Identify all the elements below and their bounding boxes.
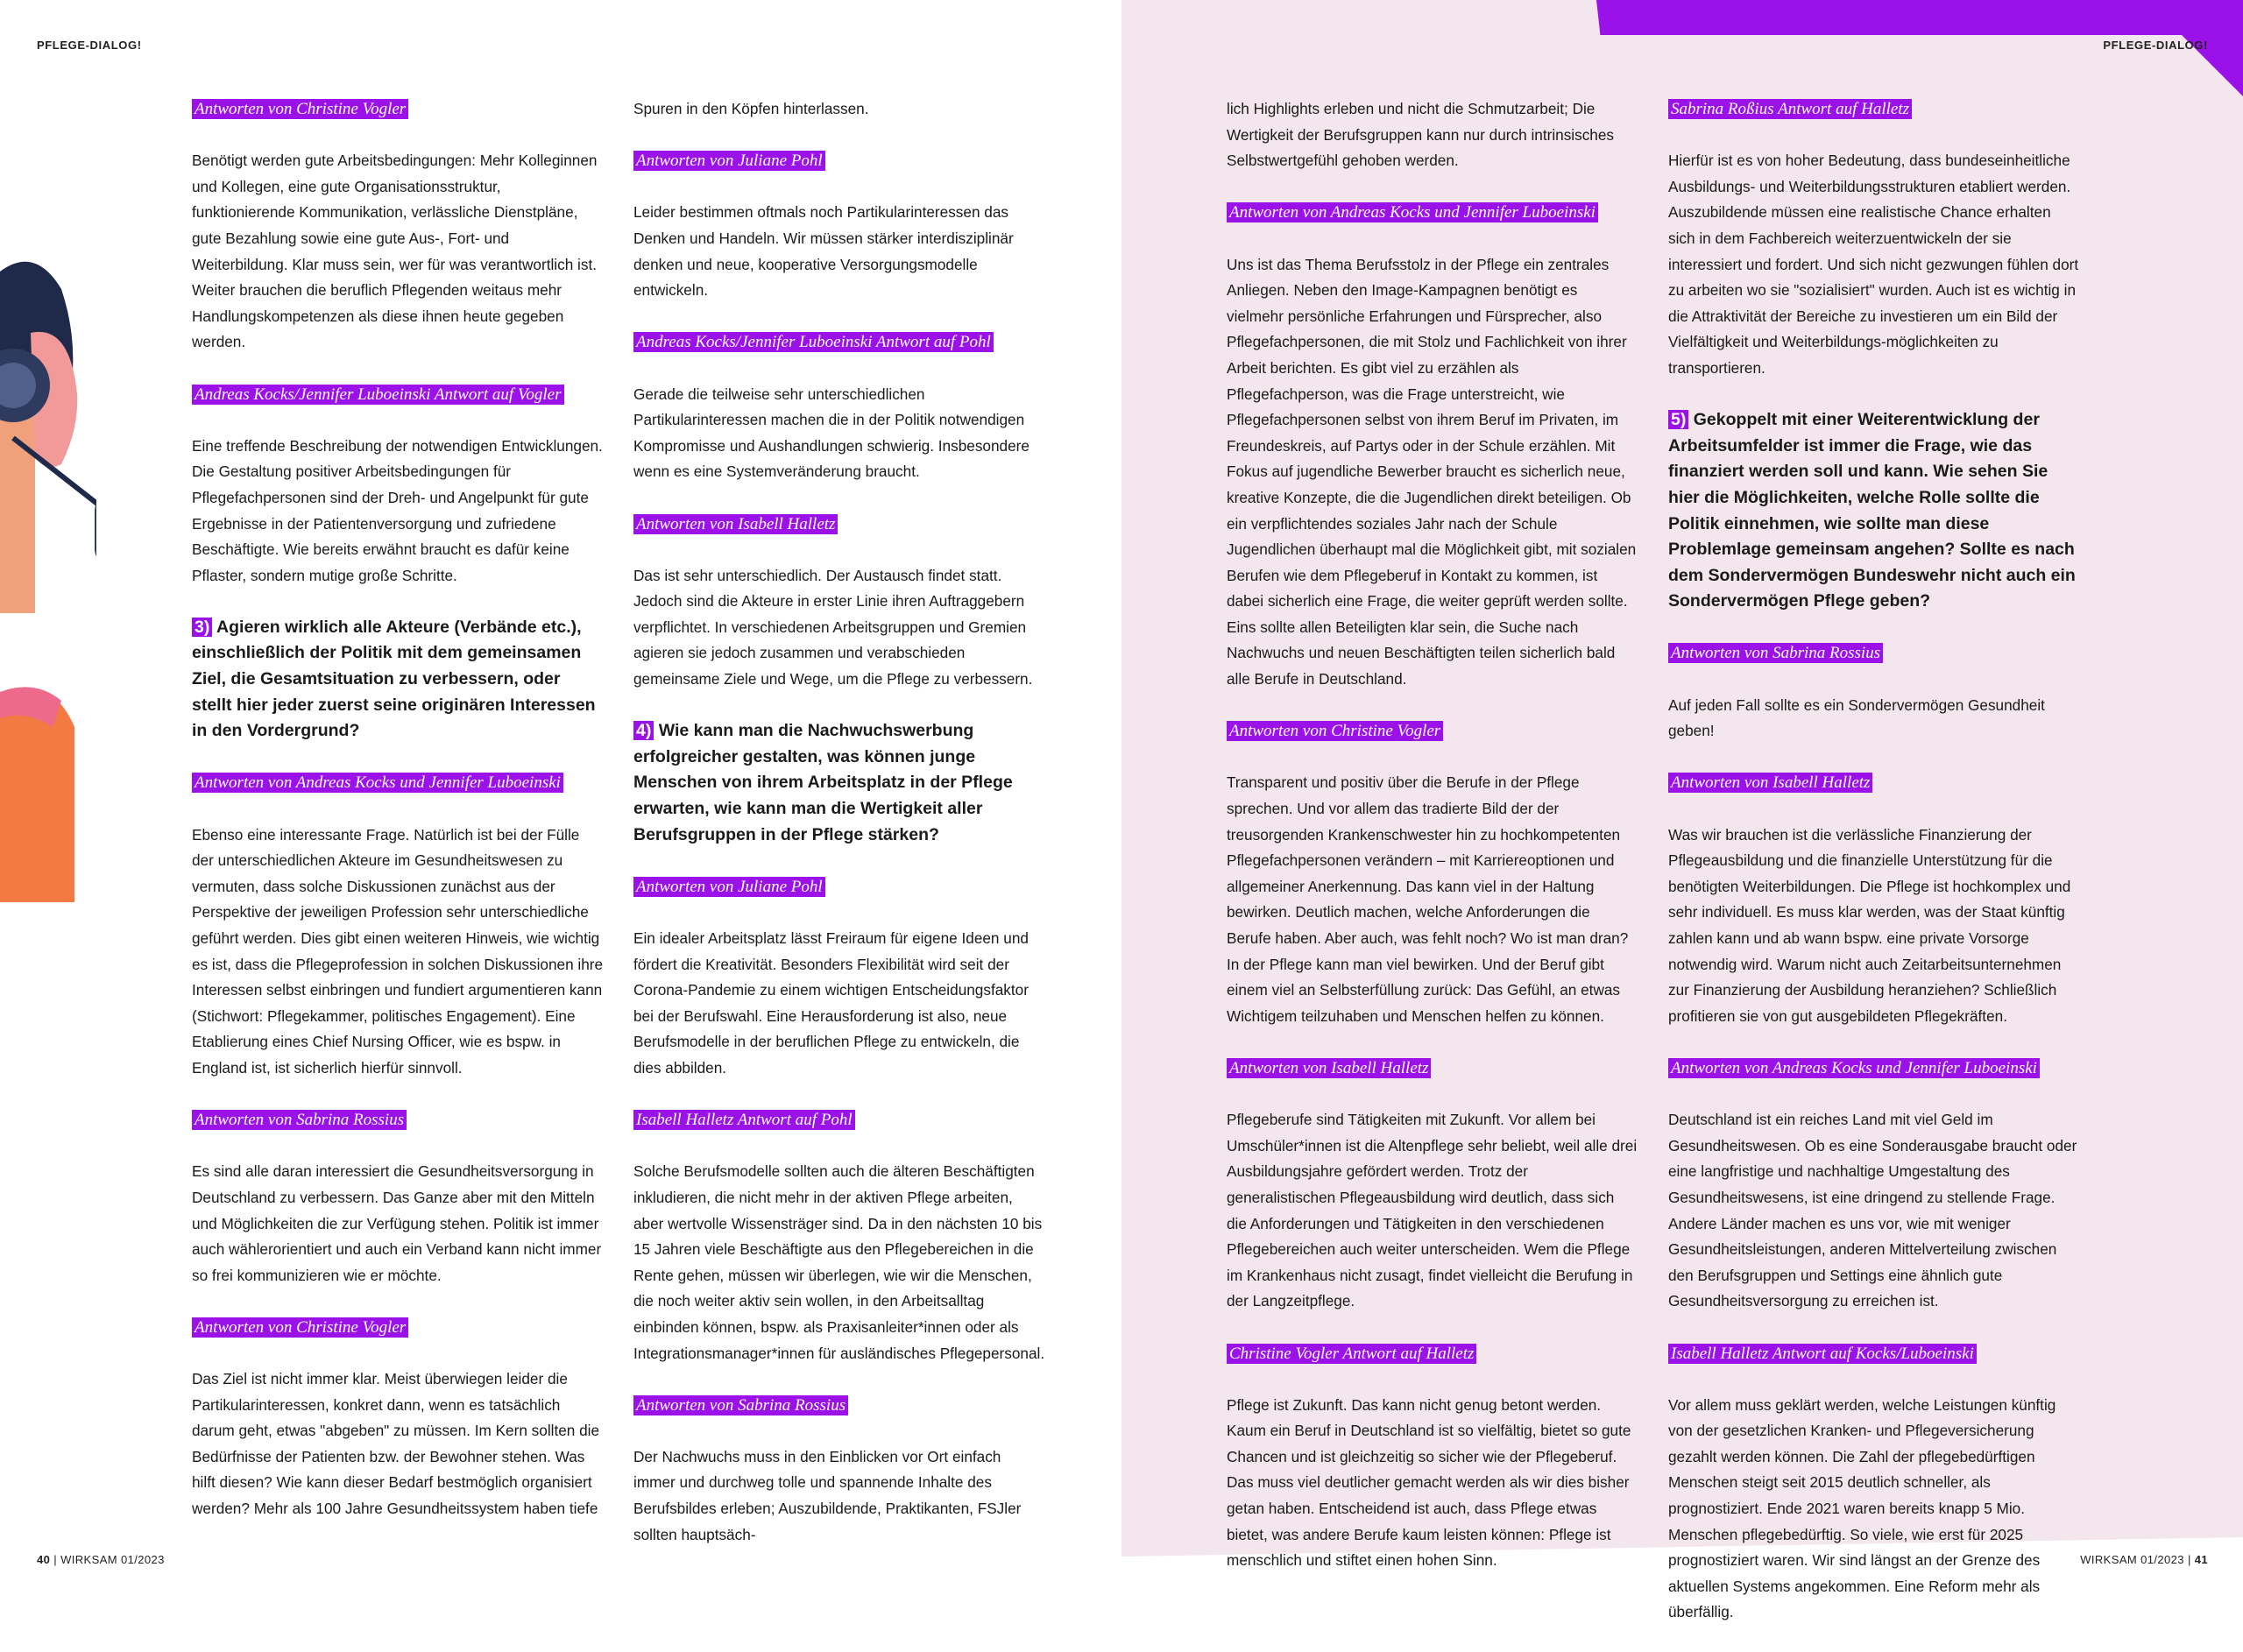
answer-heading-text: Andreas Kocks/Jennifer Luboeinski Antwort auf Pohl: [633, 332, 994, 352]
answer-heading: [633, 1107, 1045, 1133]
body-paragraph: Auf jeden Fall sollte es ein Sondervermögen Gesundheit geben!: [1668, 695, 2045, 740]
right-page-number: 41: [2194, 1553, 2208, 1566]
answer-heading: [633, 874, 1045, 900]
answer-heading-text: Antworten von Andreas Kocks und Jennifer Luboeinski: [1227, 202, 1598, 222]
body-paragraph: Das Ziel ist nicht immer klar. Meist überwiegen leider die Partikularinteressen, konkret dann, wenn es tatsächlich darum geht, etwas "abgeben" zu müssen. Im Kern sollten die Bedürfnisse der Patienten bzw. der Bewohner stehen. Was hilft diesen? Wie kann dieser Bedarf bestmöglich organisiert werden? Mehr als 100 Jahre Gesundheitssystem haben tiefe: [192, 1370, 600, 1518]
right-magazine-issue: WIRKSAM 01/2023: [2080, 1553, 2184, 1566]
body-paragraph: Benötigt werden gute Arbeitsbedingungen: Mehr Kolleginnen und Kollegen, eine gute Organisationsstruktur, funktionierende Kommunikation, verlässliche Dienstpläne, gute Bezahlung sowie eine gute Aus-, Fort- und Weiterbildung. Klar muss sein, wer für was verantwortlich ist. Weiter brauchen die beruflich Pflegenden weitaus mehr Handlungskompetenzen als diese ihnen heute gegeben werden.: [192, 152, 598, 351]
answer-heading: [192, 96, 604, 123]
answer-heading: [192, 1107, 604, 1133]
answer-heading: [1227, 1055, 1638, 1082]
answer-heading: [1668, 1055, 2080, 1082]
answer-heading-text: Antworten von Sabrina Rossius: [633, 1395, 848, 1415]
answer-heading-text: Antworten von Sabrina Rossius: [192, 1110, 407, 1130]
left-page-number: 40: [37, 1553, 51, 1566]
body-paragraph: Hierfür ist es von hoher Bedeutung, dass bundeseinheitliche Ausbildungs- und Weiterbildungsstrukturen etabliert werden. Auszubildende müssen eine realistische Chance erhalten sich in dem Fachbereich weiterzuentwickeln der sie interessiert und fordert. Und sich nicht gezwungen fühlen dort zu arbeiten wo sie "sozialisiert" wurden. Auch ist es wichtig in die Attraktivität der Bereiche zu investieren um ein Bild der Vielfältigkeit und Weiterbildungs-möglichkeiten zu transportieren.: [1668, 152, 2079, 377]
column-2: [633, 96, 1045, 1574]
answer-heading: [633, 512, 1045, 538]
answer-heading-text: Isabell Halletz Antwort auf Pohl: [633, 1110, 855, 1130]
answer-heading: [633, 148, 1045, 174]
column-4: [1668, 96, 2080, 1652]
answer-heading: [192, 770, 604, 796]
body-paragraph: Gerade die teilweise sehr unterschiedlichen Partikularinteressen machen die in der Politik notwendigen Kompromisse und Aushandlungen schwierig. Insbesondere wenn es eine Systemveränderung braucht.: [633, 385, 1030, 481]
column-3: [1227, 96, 1638, 1599]
answer-heading-text: Antworten von Sabrina Rossius: [1668, 643, 1883, 663]
left-magazine-issue: WIRKSAM 01/2023: [60, 1553, 165, 1566]
right-footer: [2080, 1553, 2208, 1566]
answer-heading-text: Antworten von Isabell Halletz: [1668, 773, 1872, 793]
answer-heading: [1227, 718, 1638, 745]
body-paragraph: Ebenso eine interessante Frage. Natürlich ist bei der Fülle der unterschiedlichen Akteure im Gesundheitswesen zu vermuten, dass solche Diskussionen zunächst aus der Perspektive der jeweiligen Profession sehr unterschiedliche geführt werden. Dies gibt einen weiteren Hinweis, wie wichtig es ist, dass die Pflegeprofession in solchen Diskussionen ihre Interessen selbst einbringen und fundiert argumentieren kann (Stichwort: Pflegekammer, politisches Engagement). Eine Etablierung eines Chief Nursing Officer, wie es bspw. in England ist, ist sicherlich hierfür sinnvoll.: [192, 825, 604, 1077]
answer-heading-text: Isabell Halletz Antwort auf Kocks/Luboeinski: [1668, 1344, 1977, 1364]
body-paragraph: Vor allem muss geklärt werden, welche Leistungen künftig von der gesetzlichen Kranken- und Pflegeversicherung gezahlt werden können. Die Zahl der pflegebedürftigen Menschen steigt seit 2015 deutlich schneller, als prognostiziert. Ende 2021 waren bereits knapp 5 Mio. Menschen pflegebedürftig. So viele, wie erst für 2025 prognostiziert waren. Wir sind längst an der Grenze des aktuellen Systems angekommen. Eine Reform mehr als überfällig.: [1668, 1395, 2056, 1621]
body-paragraph: Pflegeberufe sind Tätigkeiten mit Zukunft. Vor allem bei Umschüler*innen ist die Altenpflege sehr beliebt, weil alle drei Ausbildungsjahre gefördert werden. Trotz der generalistischen Pflegeausbildung wird deutlich, dass sich die Anforderungen und Tätigkeiten in den verschiedenen Pflegebereichen auch weiter unterscheiden. Wem die Pflege im Krankenhaus nicht zusagt, findet vielleicht die Berufung in der Langzeitpflege.: [1227, 1111, 1638, 1310]
answer-heading-text: Antworten von Juliane Pohl: [633, 877, 825, 897]
left-section-tag: PFLEGE-DIALOG!: [37, 39, 142, 52]
answer-heading: [1227, 200, 1638, 226]
question-number: 3): [192, 618, 212, 637]
body-paragraph: Pflege ist Zukunft. Das kann nicht genug betont werden. Kaum ein Beruf in Deutschland ist so vielfältig, bietet so gute Chancen und ist gleichzeitig so sicher wie der Pflegeberuf. Das muss viel deutlicher gemacht werden als wir dies bisher getan haben. Entscheidend ist auch, dass Pflege etwas bietet, was andere Berufe kaum leisten können: Pflege ist menschlich und stiftet einen hohen Sinn.: [1227, 1395, 1631, 1570]
answer-heading-text: Antworten von Juliane Pohl: [633, 151, 825, 171]
answer-heading: [192, 382, 604, 408]
answer-heading-text: Antworten von Christine Vogler: [192, 1317, 408, 1338]
left-footer: [37, 1553, 165, 1566]
question-number: 5): [1668, 410, 1688, 429]
right-section-tag: PFLEGE-DIALOG!: [2103, 39, 2208, 52]
body-paragraph: Solche Berufsmodelle sollten auch die älteren Beschäftigten inkludieren, die nicht mehr in der aktiven Pflege arbeiten, aber wertvolle Wissensträger sind. Da in den nächsten 10 bis 15 Jahren viele Beschäftigte aus den Pflegebereichen in die Rente gehen, müssen wir überlegen, wie wir die Menschen, die noch weiter aktiv sein wollen, in den Arbeitsalltag einbinden können, bspw. als Praxisanleiter*innen oder als Integrationsmanager*innen für ausländisches Pflegepersonal.: [633, 1162, 1045, 1362]
body-paragraph: Spuren in den Köpfen hinterlassen.: [633, 100, 869, 117]
body-paragraph: lich Highlights erleben und nicht die Schmutzarbeit; Die Wertigkeit der Berufsgruppen kann nur durch intrinsisches Selbstwertgefühl gehoben werden.: [1227, 100, 1615, 170]
body-paragraph: Uns ist das Thema Berufsstolz in der Pflege ein zentrales Anliegen. Neben den Image-Kampagnen benötigt es vielmehr persönliche Erfahrungen und Fürsprecher, also Pflegefachpersonen, die mit Stolz und Fachlichkeit von ihrer Arbeit berichten. Es gibt viel zu erzählen als Pflegefachperson, was die Frage unterstreicht, wie Pflegefachpersonen selbst von ihrem Beruf im Privaten, im Freundeskreis, auf Partys oder in der Schule erzählen. Mit Fokus auf jugendliche Bewerber braucht es sicherlich neue, kreative Konzepte, die die Jugendlichen direkt beteiligen. Ob ein verpflichtendes soziales Jahr nach der Schule Jugendlichen überhaupt mal die Möglichkeit gibt, mit sozialen Berufen wie dem Pflegeberuf in Kontakt zu kommen, ist dabei sicherlich eine Frage, die weiter geprüft werden sollte. Eins sollte allen Beteiligten klar sein, die Suche nach Nachwuchs und neuen Beschäftigten teilen sicherlich bald alle Berufe in Deutschland.: [1227, 255, 1637, 688]
answer-heading-text: Antworten von Andreas Kocks und Jennifer Luboeinski: [192, 773, 563, 793]
body-paragraph: Was wir brauchen ist die verlässliche Finanzierung der Pflegeausbildung und die finanzielle Unterstützung für die benötigten Weiterbildungen. Die Pflege ist hochkomplex und sehr individuell. Es muss klar werden, was der Staat künftig zahlen kann und ab wann bspw. eine private Vorsorge notwendig wird. Warum nicht auch Zeitarbeitsunternehmen zur Finanzierung der Ausbildung heranziehen? Schließlich profitieren sie von gut ausgebildeten Pflegekräften.: [1668, 825, 2071, 1025]
body-paragraph: Es sind alle daran interessiert die Gesundheitsversorgung in Deutschland zu verbessern. Das Ganze aber mit den Mitteln und Möglichkeiten die zur Verfügung stehen. Politik ist immer auch wählerorientiert und auch ein Verband kann nicht immer so frei kommunizieren wie er möchte.: [192, 1162, 602, 1284]
podcast-person-illustration: [0, 237, 96, 902]
answer-heading-text: Antworten von Andreas Kocks und Jennifer Luboeinski: [1668, 1058, 2040, 1078]
question-text: Gekoppelt mit einer Weiterentwicklung der Arbeitsumfelder ist immer die Frage, wie das finanziert werden soll und kann. Wie sehen Sie hier die Möglichkeiten, welche Rolle sollte die Politik einnehmen, wie sollte man diese Problemlage gemeinsam angehen? Sollte es nach dem Sondervermögen Bundeswehr nicht auch ein Sondervermögen Pflege geben?: [1668, 410, 2076, 611]
body-paragraph: Deutschland ist ein reiches Land mit viel Geld im Gesundheitswesen. Ob es eine Sonderausgabe braucht oder eine langfristige und nachhaltige Umgestaltung des Gesundheitswesens, ist eine dringend zu stellende Frage. Andere Länder machen es uns vor, wie mit weniger Gesundheitsleistungen, anderen Mittelverteilung zwischen den Berufsgruppen und Settings eine ähnlich gute Gesundheitsversorgung zu erreichen ist.: [1668, 1111, 2077, 1310]
answer-heading-text: Antworten von Christine Vogler: [1227, 721, 1443, 741]
answer-heading: [1227, 1341, 1638, 1367]
answer-heading-text: Andreas Kocks/Jennifer Luboeinski Antwort auf Vogler: [192, 385, 564, 405]
answer-heading: [1668, 770, 2080, 796]
answer-heading-text: Christine Vogler Antwort auf Halletz: [1227, 1344, 1476, 1364]
answer-heading: [192, 1315, 604, 1341]
purple-banner: [1596, 0, 2243, 35]
interview-question: [1668, 407, 2080, 615]
footer-separator: |: [2187, 1553, 2191, 1566]
body-paragraph: Das ist sehr unterschiedlich. Der Austausch findet statt. Jedoch sind die Akteure in erster Linie ihren Auftraggebern verpflichtet. In verschiedenen Arbeitsgruppen und Gremien agieren sie jedoch zusammen und verabschieden gemeinsame Ziele und Wege, um die Pflege zu verbessern.: [633, 566, 1033, 688]
answer-heading: [633, 329, 1045, 356]
answer-heading: [1668, 640, 2080, 667]
question-text: Wie kann man die Nachwuchswerbung erfolgreicher gestalten, was können junge Menschen von ihrem Arbeitsplatz in der Pflege erwarten, wie kann man die Wertigkeit aller Berufsgruppen in der Pflege stärken?: [633, 721, 1013, 844]
interview-question: [192, 615, 604, 745]
answer-heading: [1668, 96, 2080, 123]
footer-separator: |: [53, 1553, 58, 1566]
body-paragraph: Leider bestimmen oftmals noch Partikularinteressen das Denken und Handeln. Wir müssen stärker interdisziplinär denken und neue, kooperative Versorgungsmodelle entwickeln.: [633, 203, 1014, 300]
answer-heading: [1668, 1341, 2080, 1367]
question-text: Agieren wirklich alle Akteure (Verbände etc.), einschließlich der Politik mit dem gemeinsamen Ziel, die Gesamtsituation zu verbessern, oder stellt hier jeder zuerst seine originären Interessen in den Vordergrund?: [192, 617, 596, 741]
interview-question: [633, 718, 1045, 848]
body-paragraph: Eine treffende Beschreibung der notwendigen Entwicklungen. Die Gestaltung positiver Arbeitsbedingungen für Pflegefachpersonen sind der Dreh- und Angelpunkt für gute Ergebnisse in der Patientenversorgung und zufriedene Beschäftigte. Wie bereits erwähnt braucht es dafür keine Pflaster, sondern mutige große Schritte.: [192, 436, 603, 584]
body-paragraph: Der Nachwuchs muss in den Einblicken vor Ort einfach immer und durchweg tolle und spannende Inhalte des Berufsbildes erleben; Auszubildende, Praktikanten, FSJler sollten hauptsäch-: [633, 1447, 1022, 1543]
column-1: [192, 96, 604, 1548]
body-paragraph: Transparent und positiv über die Berufe in der Pflege sprechen. Und vor allem das tradierte Bild der der treusorgenden Krankenschwester hin zu hochkompetenten Pflegefachpersonen verändern – mit Karriereoptionen und allgemeiner Anerkennung. Das kann viel in der Haltung bewirken. Deutlich machen, welche Anforderungen die Berufe haben. Aber auch, was fehlt noch? Wo ist man dran? In der Pflege kann man viel bewirken. Und der Beruf gibt einem viel an Selbsterfüllung zurück: Das Gefühl, an etwas Wichtigem teilzuhaben und Menschen helfen zu können.: [1227, 773, 1629, 1025]
answer-heading: [633, 1393, 1045, 1419]
question-number: 4): [633, 721, 654, 740]
answer-heading-text: Antworten von Christine Vogler: [192, 99, 408, 119]
answer-heading-text: Antworten von Isabell Halletz: [1227, 1058, 1431, 1078]
body-paragraph: Ein idealer Arbeitsplatz lässt Freiraum für eigene Ideen und fördert die Kreativität. Besonders Flexibilität wird seit der Corona-Pandemie zu einem wichtigen Entscheidungsfaktor bei der Berufswahl. Eine Herausforderung ist also, neue Berufsmodelle in der beruflichen Pflege zu entwickeln, die dies abbilden.: [633, 929, 1029, 1077]
answer-heading-text: Antworten von Isabell Halletz: [633, 514, 838, 534]
answer-heading-text: Sabrina Roßius Antwort auf Halletz: [1668, 99, 1912, 119]
